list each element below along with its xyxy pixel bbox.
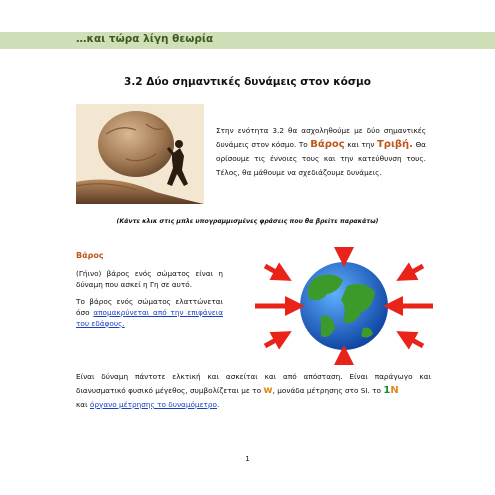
weight-properties-text-1: Είναι δύναμη πάντοτε ελκτική και ασκείται και από απόσταση. Είναι παράγωγο και διανυσματικό φυσικό μέγεθος, συμβολίζεται με το (76, 372, 431, 395)
intro-text-1: Στην ενότητα 3.2 θα ασχοληθούμε με δύο σημαντικές δυνάμεις στον κόσμο. Το (216, 126, 426, 149)
weight-unit (383, 385, 398, 396)
banner-text: …και τώρα λίγη θεωρία (76, 33, 214, 45)
weight-symbol: w (263, 385, 273, 396)
page-number: 1 (245, 455, 250, 463)
unit-letter: N (390, 385, 399, 396)
sisyphus-boulder-image (76, 104, 204, 204)
section-title: 3.2 Δύο σημαντικές δυνάμεις στον κόσμο (124, 76, 371, 88)
keyword-weight: Βάρος (310, 139, 345, 150)
section-banner (0, 32, 495, 49)
weight-decrease-text: Το βάρος ενός σώματος ελαττώνεται όσο (76, 297, 223, 317)
weight-properties-paragraph: Είναι δύναμη πάντοτε ελκτική και ασκείται και από απόσταση. Είναι παράγωγο και διανυσματικό φυσικό μέγεθος, συμβολίζεται με το w, μονάδα μέτρησης στο SI. το 1N και όργανο μέτρησης το δυναμόμετρο. (76, 372, 431, 409)
dynamometer-link[interactable]: όργανο μέτρησης το δυναμόμετρο (89, 400, 218, 409)
intro-text-3: Θα ορίσουμε τις έννοιες τους και την κατεύθυνση τους. Τέλος, θα μάθουμε να σχεδιάζουμε δυνάμεις. (216, 140, 426, 177)
weight-definition: (Γήινο) βάρος ενός σώματος είναι η δύναμη που ασκεί η Γη σε αυτό. (76, 269, 223, 289)
distance-link[interactable]: απομακρύνεται από την επιφάνεια του εδάφους. (76, 308, 224, 328)
weight-properties-text-3: και (76, 400, 90, 409)
intro-text-2: και την (344, 140, 377, 149)
intro-paragraph (216, 124, 426, 180)
instruction-note: (Κάντε κλικ στις μπλε υπογραμμισμένες φράσεις που θα βρείτε παρακάτω) (116, 218, 379, 225)
weight-decrease-paragraph (76, 296, 223, 329)
keyword-friction: Τριβή. (376, 139, 413, 150)
weight-properties-text-2: , μονάδα μέτρησης στο SI. το (272, 386, 384, 395)
unit-number: 1 (383, 385, 391, 396)
weight-heading: Βάρος (76, 251, 104, 260)
earth-gravity-image (243, 246, 445, 366)
